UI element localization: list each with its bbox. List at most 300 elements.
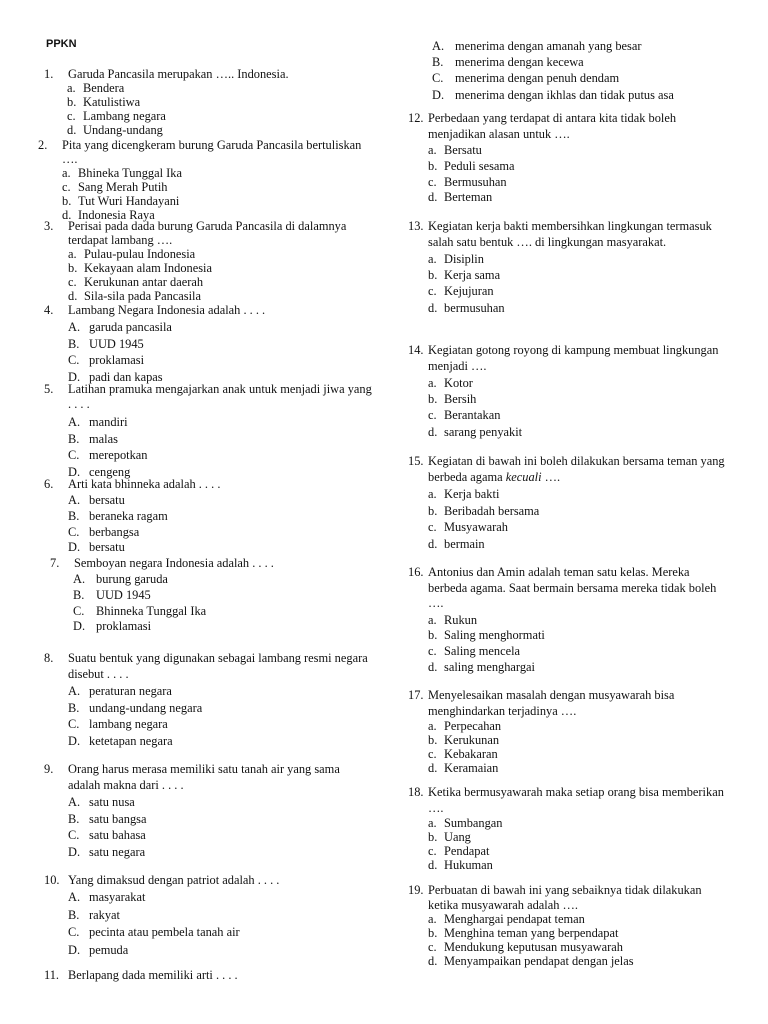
option-list <box>428 719 728 775</box>
option-letter: D. <box>68 844 81 859</box>
answer-option <box>68 289 374 303</box>
question-number: 10. <box>44 873 60 887</box>
question-stem <box>408 883 728 912</box>
question-text: Perisai pada dada burung Garuda Pancasila di dalamnya terdapat lambang …. <box>68 219 347 247</box>
option-letter: A. <box>68 415 81 429</box>
answer-option <box>428 858 728 872</box>
option-text: Musyawarah <box>444 520 508 534</box>
option-text: beraneka ragam <box>89 508 168 523</box>
question-16 <box>408 565 728 676</box>
option-list <box>73 572 380 635</box>
option-text: proklamasi <box>89 353 145 367</box>
option-letter: b. <box>428 158 438 173</box>
answer-option <box>428 644 728 660</box>
question-14 <box>408 343 728 440</box>
question-text: Semboyan negara Indonesia adalah . . . . <box>74 556 274 570</box>
option-letter: a. <box>428 719 437 733</box>
option-text: ketetapan negara <box>89 733 173 748</box>
option-text: Uang <box>444 830 471 844</box>
option-list <box>62 166 374 222</box>
answer-option <box>68 336 374 353</box>
question-text: Lambang Negara Indonesia adalah . . . . <box>68 303 266 317</box>
answer-option <box>68 540 374 556</box>
option-text: menerima dengan kecewa <box>455 55 584 70</box>
option-letter: a. <box>68 247 77 261</box>
option-letter: d. <box>67 123 77 137</box>
answer-option <box>428 926 728 940</box>
answer-option <box>68 247 374 261</box>
option-letter: a. <box>428 252 437 266</box>
option-text: Sila-sila pada Pancasila <box>84 289 201 303</box>
answer-option <box>73 604 380 620</box>
option-text: satu bangsa <box>89 811 147 826</box>
question-text: Kegiatan di bawah ini boleh dilakukan bersama teman yang berbeda agama <box>428 454 725 484</box>
question-17 <box>408 688 728 775</box>
option-letter: b. <box>428 733 438 747</box>
question-8 <box>44 651 374 749</box>
option-letter: B. <box>73 587 85 602</box>
option-letter: A. <box>68 795 81 809</box>
question-number: 1. <box>44 67 54 81</box>
option-text: proklamasi <box>96 619 152 634</box>
option-text: Keramaian <box>444 761 499 775</box>
question-text: Kegiatan kerja bakti membersihkan lingkungan termasuk salah satu bentuk …. di lingkungan masyarakat. <box>428 219 712 249</box>
option-letter: A. <box>73 572 86 586</box>
option-letter: D. <box>432 87 445 102</box>
question-text-wrap <box>428 688 728 719</box>
option-text: menerima dengan penuh dendam <box>455 71 620 86</box>
option-letter: a. <box>428 612 437 627</box>
question-text-emphasis: kecuali <box>505 469 542 484</box>
option-text: Berantakan <box>444 408 501 423</box>
question-text: Menyelesaikan masalah dengan musyawarah bisa menghindarkan terjadinya …. <box>428 688 675 718</box>
option-letter: c. <box>428 644 437 659</box>
question-stem <box>408 454 728 485</box>
option-letter: a. <box>428 143 437 157</box>
question-text: Yang dimaksud dengan patriot adalah . . . . <box>68 873 280 887</box>
option-letter: b. <box>428 926 438 940</box>
option-text: undang-undang negara <box>89 700 203 715</box>
question-text-wrap <box>68 219 374 247</box>
question-text: Kegiatan gotong royong di kampung membuat lingkungan menjadi …. <box>428 343 719 373</box>
option-text: Kerukunan antar daerah <box>84 275 204 289</box>
option-letter: b. <box>67 95 77 109</box>
option-letter: c. <box>68 275 77 289</box>
option-text: Peduli sesama <box>444 158 515 173</box>
answer-option <box>68 889 374 907</box>
question-13 <box>408 219 728 316</box>
question-number: 16. <box>408 565 424 579</box>
answer-option <box>428 816 728 830</box>
option-text: Bendera <box>83 81 125 95</box>
question-stem <box>44 382 374 412</box>
answer-option <box>432 70 752 86</box>
option-letter: C. <box>68 353 80 367</box>
option-text: Kerja sama <box>444 268 501 283</box>
option-letter: b. <box>62 194 72 208</box>
answer-option <box>428 719 728 733</box>
option-letter: d. <box>428 424 438 439</box>
option-letter: c. <box>67 109 76 123</box>
question-number: 13. <box>408 219 424 233</box>
option-list <box>428 143 728 206</box>
question-number: 14. <box>408 343 424 357</box>
option-letter: b. <box>428 392 438 407</box>
option-text: satu bahasa <box>89 828 146 842</box>
option-text: UUD 1945 <box>89 336 144 351</box>
option-text: burung garuda <box>96 572 168 586</box>
question-text-wrap <box>68 303 265 317</box>
option-text: lambang negara <box>89 717 168 731</box>
question-15 <box>408 454 728 552</box>
option-letter: C. <box>68 717 80 731</box>
option-text: malas <box>89 431 118 446</box>
option-letter: a. <box>67 81 76 95</box>
option-letter: c. <box>428 174 437 189</box>
option-text: Rukun <box>444 612 478 627</box>
answer-option <box>428 613 728 629</box>
option-list <box>68 683 374 749</box>
question-text-wrap <box>428 785 728 816</box>
option-text: mandiri <box>89 415 128 429</box>
option-letter: b. <box>428 628 438 643</box>
answer-option <box>428 190 728 206</box>
option-letter: B. <box>68 336 80 351</box>
option-text: Kebakaran <box>444 747 498 761</box>
answer-option <box>68 525 374 541</box>
question-text-wrap <box>428 219 728 250</box>
option-letter: b. <box>428 830 438 844</box>
option-text: Menyampaikan pendapat dengan jelas <box>444 954 634 968</box>
question-text-wrap <box>68 968 238 982</box>
option-list <box>68 493 374 556</box>
option-letter: D. <box>68 540 81 555</box>
option-text: pemuda <box>89 942 129 957</box>
question-10 <box>44 873 374 959</box>
question-text-wrap <box>428 883 728 912</box>
answer-option <box>68 700 374 717</box>
option-letter: c. <box>428 940 437 954</box>
question-stem <box>44 762 374 793</box>
option-letter: d. <box>428 536 438 551</box>
answer-option <box>68 509 374 525</box>
answer-option <box>428 283 728 299</box>
answer-option <box>68 794 374 811</box>
option-letter: b. <box>428 268 438 283</box>
option-letter: a. <box>428 912 437 926</box>
option-letter: B. <box>68 700 80 715</box>
option-text: Pulau-pulau Indonesia <box>84 247 196 261</box>
option-text: Kejujuran <box>444 284 494 299</box>
answer-option <box>428 830 728 844</box>
option-text: cengeng <box>89 464 131 479</box>
option-letter: C. <box>73 603 85 618</box>
question-text: Latihan pramuka mengajarkan anak untuk menjadi jiwa yang . . . . <box>68 382 372 411</box>
question-text-wrap <box>74 556 274 570</box>
question-stem <box>44 968 374 982</box>
option-letter: D. <box>73 619 86 634</box>
option-text: Saling mencela <box>444 644 521 659</box>
question-number: 12. <box>408 111 424 125</box>
answer-option <box>432 38 752 54</box>
option-text: Beribadah bersama <box>444 503 540 518</box>
answer-option <box>68 716 374 733</box>
question-text-wrap <box>62 138 374 166</box>
option-letter: A. <box>68 320 81 334</box>
answer-option <box>68 811 374 828</box>
option-text: Bersatu <box>444 143 482 157</box>
option-letter: D. <box>68 464 81 479</box>
option-text: bermain <box>444 536 485 551</box>
option-list <box>428 486 728 552</box>
question-text: Suatu bentuk yang digunakan sebagai lambang resmi negara disebut . . . . <box>68 651 368 681</box>
option-letter: d. <box>428 954 438 968</box>
answer-option <box>68 827 374 844</box>
option-letter: a. <box>428 487 437 501</box>
question-text: Berlapang dada memiliki arti . . . . <box>68 968 238 982</box>
answer-option <box>428 424 728 440</box>
option-letter: A. <box>68 684 81 698</box>
option-text: satu negara <box>89 844 146 859</box>
question-18 <box>408 785 728 872</box>
option-text: garuda pancasila <box>89 320 172 334</box>
option-letter: d. <box>428 858 438 872</box>
question-text-wrap <box>428 343 728 374</box>
question-text: Perbedaan yang terdapat di antara kita tidak boleh menjadikan alasan untuk …. <box>428 111 677 141</box>
option-letter: A. <box>68 890 81 904</box>
question-number: 7. <box>50 556 60 570</box>
answer-option <box>73 572 380 588</box>
answer-option <box>428 536 728 553</box>
answer-option <box>68 942 374 960</box>
option-text: merepotkan <box>89 448 148 462</box>
question-text-wrap <box>68 651 374 682</box>
option-text: Kerukunan <box>444 733 500 747</box>
question-text-wrap <box>68 382 374 412</box>
question-number: 19. <box>408 883 424 897</box>
option-text: Sumbangan <box>444 816 503 830</box>
answer-option <box>68 431 374 448</box>
question-2 <box>38 138 374 222</box>
option-text: rakyat <box>89 907 120 922</box>
option-letter: D. <box>68 369 81 384</box>
option-letter: B. <box>68 811 80 826</box>
answer-option <box>62 180 374 194</box>
question-number: 5. <box>44 382 54 396</box>
question-text: Ketika bermusyawarah maka setiap orang bisa memberikan …. <box>428 785 724 815</box>
option-letter: c. <box>428 747 437 761</box>
option-text: Saling menghormati <box>444 628 545 643</box>
option-text: padi dan kapas <box>89 369 163 384</box>
option-text: menerima dengan amanah yang besar <box>455 39 642 53</box>
question-text-wrap <box>428 565 728 612</box>
answer-option <box>428 761 728 775</box>
option-text: Tut Wuri Handayani <box>78 194 180 208</box>
option-list <box>68 889 374 959</box>
question-1 <box>44 67 374 137</box>
option-letter: D. <box>68 733 81 748</box>
option-letter: d. <box>62 208 72 222</box>
answer-option <box>428 628 728 644</box>
question-stem <box>408 565 728 612</box>
option-text: Kekayaan alam Indonesia <box>84 261 212 275</box>
answer-option <box>428 733 728 747</box>
option-letter: a. <box>62 166 71 180</box>
question-text-wrap <box>68 477 220 491</box>
answer-option <box>68 907 374 925</box>
answer-option <box>67 81 374 95</box>
answer-option <box>428 391 728 407</box>
answer-option <box>428 267 728 283</box>
question-stem <box>44 651 374 682</box>
option-text: Indonesia Raya <box>78 208 155 222</box>
question-stem <box>44 219 374 247</box>
question-text-wrap <box>68 762 374 793</box>
option-text: Bersih <box>444 392 477 407</box>
option-text: Disiplin <box>444 252 484 266</box>
question-stem <box>408 785 728 816</box>
option-letter: d. <box>428 761 438 775</box>
answer-option <box>67 95 374 109</box>
option-letter: c. <box>428 520 437 534</box>
answer-option <box>428 143 728 159</box>
option-letter: d. <box>428 190 438 205</box>
question-number: 8. <box>44 651 54 665</box>
option-list <box>428 613 728 676</box>
answer-option <box>428 660 728 676</box>
option-text: berbangsa <box>89 524 140 539</box>
question-text-wrap <box>428 111 728 142</box>
answer-option <box>428 375 728 391</box>
question-number: 2. <box>38 138 48 152</box>
answer-option <box>428 251 728 267</box>
question-stem <box>50 556 380 570</box>
question-9 <box>44 762 374 860</box>
option-text: saling menghargai <box>444 659 535 674</box>
question-stem <box>408 111 728 142</box>
question-stem <box>44 873 374 887</box>
option-text: Menghargai pendapat teman <box>444 912 585 926</box>
answer-option <box>428 486 728 503</box>
option-letter: C. <box>68 524 80 539</box>
question-text: Antonius dan Amin adalah teman satu kelas. Mereka berbeda agama. Saat bermain bersama mereka tidak boleh …. <box>428 565 717 610</box>
answer-option <box>68 733 374 750</box>
answer-option <box>428 844 728 858</box>
option-letter: C. <box>432 71 444 86</box>
question-text: Arti kata bhinneka adalah . . . . <box>68 477 221 491</box>
question-number: 11. <box>44 968 60 982</box>
option-text: Berteman <box>444 190 493 205</box>
question-number: 9. <box>44 762 54 776</box>
option-list <box>428 912 728 968</box>
question-number: 15. <box>408 454 424 468</box>
question-3 <box>44 219 374 303</box>
answer-option <box>67 123 374 137</box>
answer-option <box>428 747 728 761</box>
option-text: Hukuman <box>444 858 493 872</box>
answer-option <box>428 300 728 316</box>
question-number: 17. <box>408 688 424 702</box>
option-text: bersatu <box>89 493 125 507</box>
question-text: Orang harus merasa memiliki satu tanah air yang sama adalah makna dari . . . . <box>68 762 340 792</box>
option-list <box>428 816 728 872</box>
option-letter: c. <box>428 408 437 423</box>
option-list <box>68 794 374 860</box>
question-19 <box>408 883 728 968</box>
option-list <box>68 414 374 480</box>
answer-option <box>428 940 728 954</box>
option-letter: a. <box>428 376 437 390</box>
question-text: Garuda Pancasila merupakan ….. Indonesia. <box>68 67 289 81</box>
question-12 <box>408 111 728 206</box>
option-letter: a. <box>428 816 437 830</box>
option-letter: c. <box>428 844 437 858</box>
question-text-wrap <box>428 454 728 485</box>
answer-option <box>73 588 380 604</box>
option-text: sarang penyakit <box>444 424 523 439</box>
question-text-wrap <box>68 67 289 81</box>
option-letter: c. <box>428 284 437 299</box>
option-letter: B. <box>432 55 444 70</box>
answer-option <box>428 407 728 423</box>
option-letter: c. <box>62 180 71 194</box>
answer-option <box>68 924 374 942</box>
option-text: Bermusuhan <box>444 174 507 189</box>
answer-option <box>428 159 728 175</box>
answer-option <box>68 844 374 861</box>
option-text: menerima dengan ikhlas dan tidak putus asa <box>455 87 674 102</box>
option-list <box>68 319 374 385</box>
option-text: Menghina teman yang berpendapat <box>444 926 619 940</box>
option-letter: A. <box>68 493 81 507</box>
option-text: UUD 1945 <box>96 587 151 602</box>
option-text: Pendapat <box>444 844 490 858</box>
option-letter: D. <box>68 942 81 957</box>
answer-option <box>432 54 752 70</box>
answer-option <box>73 619 380 635</box>
answer-option <box>68 493 374 509</box>
question-stem <box>38 138 374 166</box>
option-list <box>428 251 728 316</box>
answer-option <box>68 352 374 369</box>
question-stem <box>44 303 374 317</box>
answer-option <box>428 175 728 191</box>
option-text: satu nusa <box>89 795 135 809</box>
question-number: 18. <box>408 785 424 799</box>
answer-option <box>68 414 374 431</box>
answer-option <box>428 912 728 926</box>
option-list <box>428 375 728 440</box>
question-number: 3. <box>44 219 54 233</box>
option-text: Sang Merah Putih <box>78 180 168 194</box>
question-text-wrap <box>68 873 279 887</box>
option-list <box>68 247 374 303</box>
question-stem <box>408 343 728 374</box>
question-number: 4. <box>44 303 54 317</box>
option-text: Bhinneka Tunggal Ika <box>96 603 207 618</box>
question-7 <box>50 556 380 635</box>
option-letter: d. <box>428 659 438 674</box>
option-list <box>67 81 374 137</box>
option-letter: C. <box>68 448 80 462</box>
question-text-end: …. <box>544 469 561 484</box>
question-6 <box>44 477 374 556</box>
question-stem <box>408 688 728 719</box>
option-list <box>432 38 752 103</box>
option-letter: d. <box>428 300 438 315</box>
option-text: Mendukung keputusan musyawarah <box>444 940 623 954</box>
option-letter: b. <box>68 261 78 275</box>
